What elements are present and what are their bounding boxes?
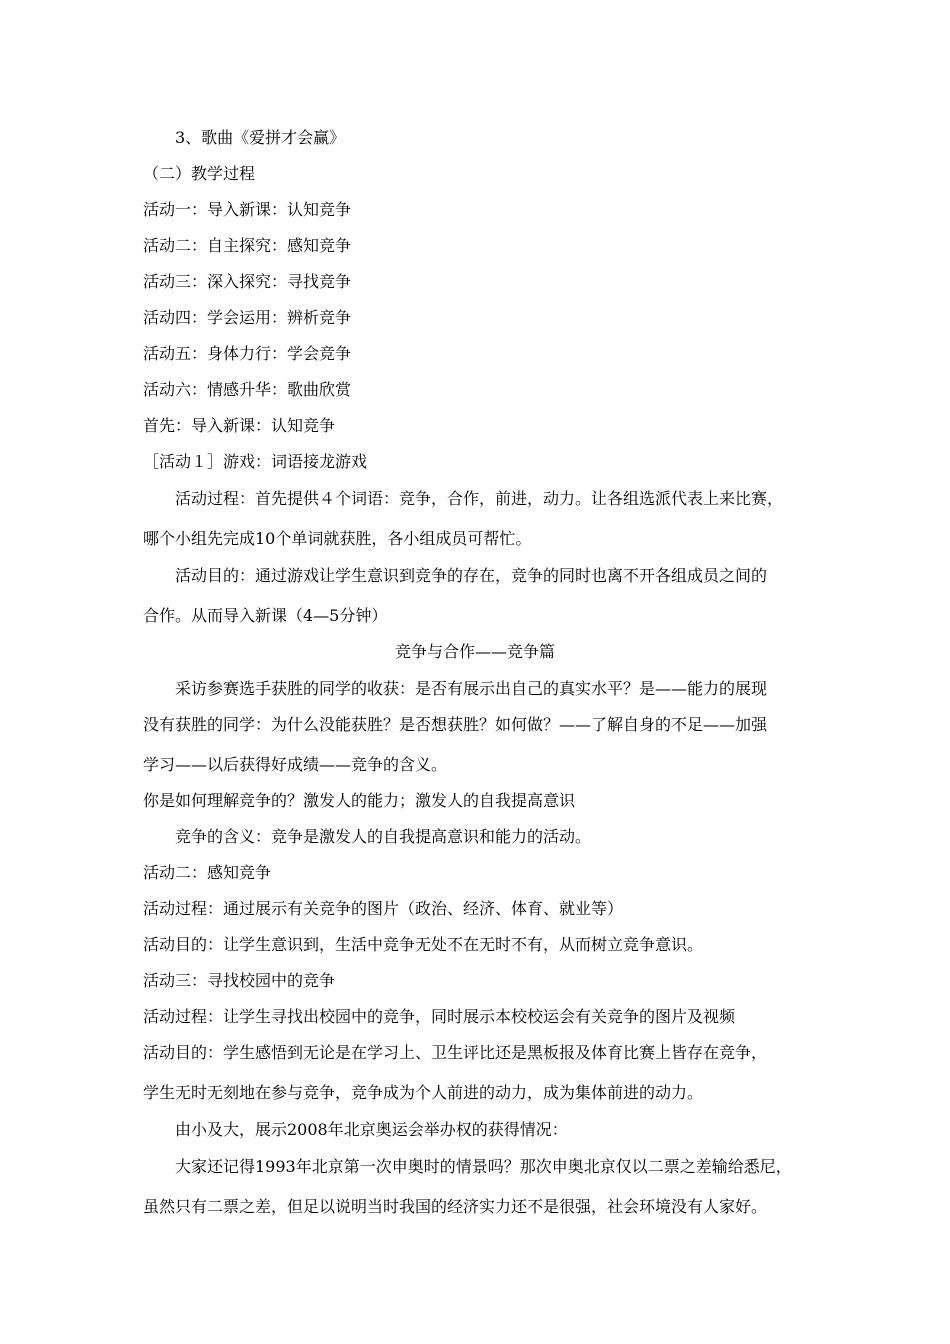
paragraph-line: 活动过程：首先提供４个词语：竞争，合作，前进，动力。让各组选派代表上来比赛， <box>175 489 784 508</box>
paragraph-line: 学生无时无刻地在参与竞争，竞争成为个人前进的动力，成为集体前进的动力。 <box>143 1083 704 1102</box>
paragraph-line: 活动目的：让学生意识到，生活中竞争无处不在无时不有，从而树立竞争意识。 <box>143 935 704 954</box>
activity-1-heading: ［活动１］游戏：词语接龙游戏 <box>143 452 368 471</box>
paragraph-line: 活动目的：学生感悟到无论是在学习上、卫生评比还是黑板报及体育比赛上皆存在竞争， <box>143 1043 768 1062</box>
paragraph-line: 大家还记得1993年北京第一次申奥时的情景吗？那次申奥北京仅以二票之差输给悉尼， <box>175 1157 792 1176</box>
paragraph-line: 虽然只有二票之差，但足以说明当时我国的经济实力还不是很强，社会环境没有人家好。 <box>143 1197 768 1216</box>
text-line-song: 3、歌曲《爱拼才会赢》 <box>175 128 346 147</box>
paragraph-line: 活动目的：通过游戏让学生意识到竞争的存在，竞争的同时也离不开各组成员之间的 <box>175 566 768 585</box>
paragraph-line: 活动过程：让学生寻找出校园中的竞争，同时展示本校校运会有关竞争的图片及视频 <box>143 1007 736 1026</box>
activity-list-item-1: 活动一：导入新课：认知竞争 <box>143 200 352 219</box>
paragraph-line: 合作。从而导入新课（4—5分钟） <box>143 606 388 625</box>
activity-list-item-5: 活动五：身体力行：学会竞争 <box>143 344 352 363</box>
activity-3-heading: 活动三：寻找校园中的竞争 <box>143 971 336 990</box>
paragraph-line: 竞争的含义：竞争是激发人的自我提高意识和能力的活动。 <box>175 827 592 846</box>
section-heading-teaching-process: （二）教学过程 <box>143 164 256 183</box>
centered-subtitle: 竞争与合作——竞争篇 <box>394 642 555 661</box>
paragraph-line: 哪个小组先完成10个单词就获胜，各小组成员可帮忙。 <box>143 529 532 548</box>
activity-2-heading: 活动二：感知竞争 <box>143 863 272 882</box>
activity-list-item-2: 活动二：自主探究：感知竞争 <box>143 236 352 255</box>
activity-list-item-3: 活动三：深入探究：寻找竞争 <box>143 272 352 291</box>
activity-list-item-4: 活动四：学会运用：辨析竞争 <box>143 308 352 327</box>
paragraph-line: 你是如何理解竞争的？激发人的能力；激发人的自我提高意识 <box>143 791 576 810</box>
paragraph-line: 由小及大，展示2008年北京奥运会举办权的获得情况： <box>175 1120 568 1139</box>
text-line-first: 首先：导入新课：认知竞争 <box>143 416 336 435</box>
paragraph-line: 没有获胜的同学：为什么没能获胜？是否想获胜？如何做？——了解自身的不足——加强 <box>143 715 768 734</box>
paragraph-line: 活动过程：通过展示有关竞争的图片（政治、经济、体育、就业等） <box>143 899 624 918</box>
paragraph-line: 学习——以后获得好成绩——竞争的含义。 <box>143 755 448 774</box>
paragraph-line: 采访参赛选手获胜的同学的收获：是否有展示出自己的真实水平？是——能力的展现 <box>175 679 768 698</box>
activity-list-item-6: 活动六：情感升华：歌曲欣赏 <box>143 380 352 399</box>
